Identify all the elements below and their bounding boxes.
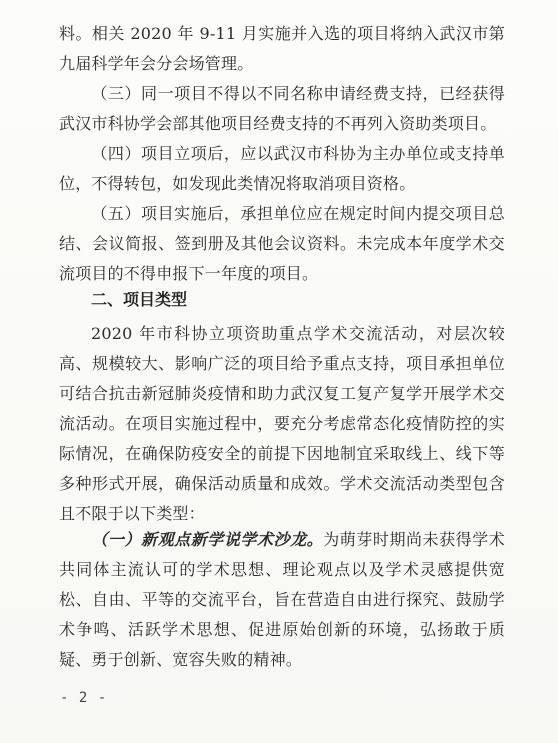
paragraph-subtype-1: （一）新观点新学说学术沙龙。为萌芽时期尚未获得学术共同体主流认可的学术思想、理论观点以及学术灵感提供宽松、自由、平等的交流平台，旨在营造自由进行探究、鼓励学术争鸣、活跃学术思想、促进原始创新的环境，弘扬敢于质疑、勇于创新、宽容失败的精神。 [59,530,505,669]
paragraph-continuation: 料。相关 2020 年 9-11 月实施并入选的项目将纳入武汉市第九届科学年会分会场管理。 [59,24,505,73]
paragraph-section-intro: 2020 年市科协立项资助重点学术交流活动，对层次较高、规模较大、影响广泛的项目给予重点支持，项目承担单位可结合抗击新冠肺炎疫情和助力武汉复工复产复学开展学术交流活动。在项目实施过程中，要充分考虑常态化疫情防控的实际情况，在确保防疫安全的前提下因地制宜采取线上、线下等多种形式开展，确保活动质量和成效。学术交流活动类型包含且不限于以下类型： [59,324,505,523]
paragraph-item-4: （四）项目立项后，应以武汉市科协为主办单位或支持单位，不得转包，如发现此类情况将取消项目资格。 [59,144,505,193]
subtype-title: （一）新观点新学说学术沙龙。 [91,530,324,549]
section-heading: 二、项目类型 [91,290,188,309]
paragraph-item-3: （三）同一项目不得以不同名称申请经费支持，已经获得武汉市科协学会部其他项目经费支持的不再列入资助类项目。 [59,84,505,133]
paragraph-item-5: （五）项目实施后，承担单位应在规定时间内提交项目总结、会议简报、签到册及其他会议资料。未完成本年度学术交流项目的不得申报下一年度的项目。 [59,204,505,283]
page-number: - 2 - [60,690,108,706]
